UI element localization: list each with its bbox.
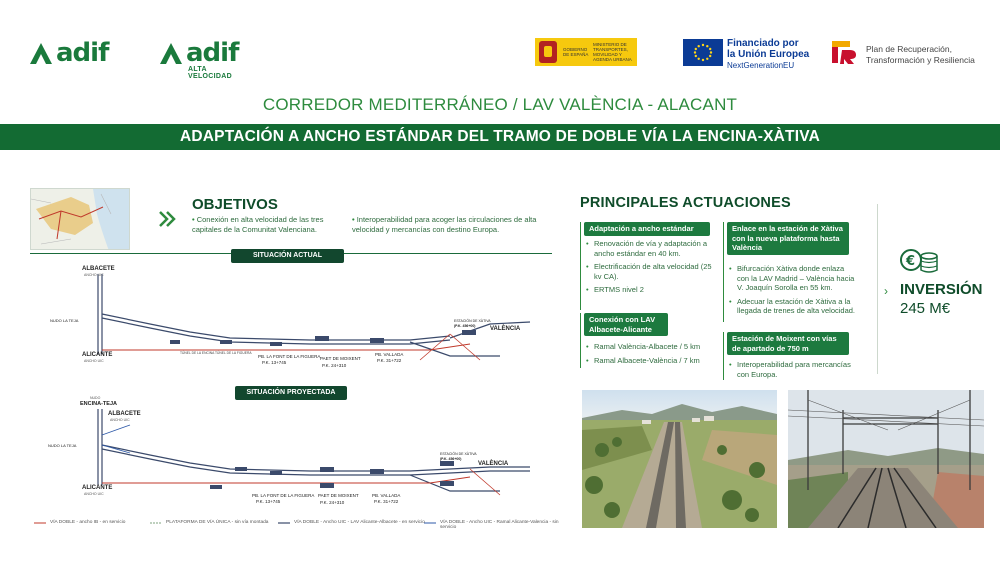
gobierno-label: GOBIERNO DE ESPAÑA [563,47,589,57]
estacion-pk-label: (P.K. 456+00) [454,324,476,328]
estacion-pk-label: (P.K. 456+00) [440,457,462,461]
situacion-actual-label: SITUACIÓN ACTUAL [231,249,344,263]
actuacion-item: • Interoperabilidad para mercancías con Europa. [729,360,857,379]
corridor-title: CORREDOR MEDITERRÁNEO / LAV VALÈNCIA - ALACANT [262,95,738,114]
actuacion-list [729,360,857,383]
actuacion-list [729,264,857,320]
ministerio-label: MINISTERIO DE TRANSPORTES, MOVILIDAD Y AGENDA URBANA [593,42,632,62]
legend-item: PLATAFORMA DE VÍA ÚNICA - sin vía montada [166,520,269,525]
actuacion-head: Enlace en la estación de Xàtiva con la nueva plataforma hasta València [727,222,849,255]
estacion-xativa-label: ESTACIÓN DE XÀTIVA [440,452,477,456]
adif-wordmark: adif [186,38,239,68]
adif-alta-velocidad-logo [158,38,239,80]
spain-crest-icon [539,41,557,63]
bullet-icon: • [192,215,197,224]
schematic-actual [30,264,552,378]
legend-item: VÍA DOBLE - Ancho UIC - Ramal Alicante-Valencia - sin servicio [440,520,559,530]
valencia-label: VALÈNCIA [478,461,509,467]
inversion-divider [877,204,878,374]
alta-velocidad-label: ALTA VELOCIDAD [188,66,232,80]
block-rule [723,332,724,380]
actuacion-head: Adaptación a ancho estándar [584,222,710,236]
alicante-label: ALICANTE [82,485,113,491]
actuacion-item: • Bifurcación Xàtiva donde enlaza con la LAV Madrid – València hacia V. Joaquín Sorolla en 55 km. [729,264,857,293]
prtr-line-2: Transformación y Resiliencia [866,55,975,65]
actuacion-item: • Renovación de vía y adaptación a ancho estándar en 40 km. [586,239,712,258]
svg-text:€: € [906,254,916,269]
adif-logo [28,40,108,66]
double-chevron-icon [158,209,178,229]
actuacion-item: • Electrificación de alta velocidad (25 kv CA). [586,262,712,281]
valencia-label: VALÈNCIA [490,326,521,332]
pb-font-figuera-label: PB. LA FONT DE LA FIGUERA [252,493,315,498]
block-rule [580,313,581,368]
paet-moixent-pk: P.K. 24+310 [322,363,347,368]
actuacion-list [586,239,712,299]
pb-vallada-pk: P.K. 31+722 [374,499,399,504]
albacete-label: ALBACETE [108,411,141,417]
pb-vallada-pk: P.K. 31+722 [377,358,402,363]
nudo-top-label: NUDO [90,396,101,400]
actuacion-head: Conexión con LAV Albacete-Alicante [584,313,668,336]
eu-funding-text [727,38,809,71]
actuaciones-title: PRINCIPALES ACTUACIONES [580,195,791,211]
schematic-legend [30,519,560,529]
actuacion-item: • Adecuar la estación de Xàtiva a la llegada de trenes de alta velocidad. [729,297,857,316]
inversion-value: 245 M€ [900,300,951,317]
objetivo-text: Conexión en alta velocidad de las tres capitales de la Comunitat Valenciana. [192,215,324,234]
actuacion-item: • Ramal València-Albacete / 5 km [586,342,716,352]
pb-vallada-label: PB. VALLADA [375,352,404,357]
objetivos-title: OBJETIVOS [192,196,278,213]
albacete-sub-label: ANCHO UIC [84,273,104,277]
chevron-right-icon: › [884,284,888,298]
pb-vallada-label: PB. VALLADA [372,493,401,498]
pb-font-figuera-label: PB. LA FONT DE LA FIGUERA [258,354,321,359]
nudo-label: NUDO LA TEJA [48,443,77,448]
adif-arrow-icon [28,40,54,66]
tunnel-label: TÚNEL DE LA FIGUERA [215,351,252,355]
objetivo-item [352,215,548,235]
project-banner: ADAPTACIÓN A ANCHO ESTÁNDAR DEL TRAMO DE DOBLE VÍA LA ENCINA-XÀTIVA [0,124,1000,150]
location-map [30,188,130,250]
bullet-icon: • [352,215,357,224]
nudo-label: NUDO LA TEJA [50,318,79,323]
pb-font-figuera-pk: P.K. 13+745 [256,499,281,504]
eu-line-2: la Unión Europea [727,49,810,60]
block-rule [723,222,724,322]
pb-font-figuera-pk: P.K. 13+745 [262,360,287,365]
actuacion-item: • ERTMS nivel 2 [586,285,712,295]
track-photo-catenary [788,390,984,528]
estacion-xativa-label: ESTACIÓN DE XÀTIVA [454,319,491,323]
track-photo-aerial [582,390,777,528]
actuacion-head: Estación de Moixent con vías de apartado de 750 m [727,332,849,355]
situacion-proyectada-label: SITUACIÓN PROYECTADA [235,386,347,400]
adif-wordmark: adif [56,38,109,68]
eu-flag-icon [683,39,723,66]
alicante-sub-label: ANCHO UIC [84,359,104,363]
actuacion-item: • Ramal Albacete-València / 7 km [586,356,716,366]
adif-arrow-icon [158,40,184,66]
objetivo-item [192,215,342,235]
legend-item: VÍA DOBLE - Ancho UIC - LAV Alicante-Albacete - en servicio [294,520,425,525]
prtr-line-1: Plan de Recuperación, [866,44,953,54]
legend-item: VÍA DOBLE - ancho IB - en servicio [50,520,126,525]
encina-teja-label: ENCINA-TEJA [80,401,117,407]
eu-line-3: NextGenerationEU [727,61,795,70]
inversion-label: INVERSIÓN [900,281,983,298]
albacete-sub-label: ANCHO UIC [110,418,130,422]
schematic-proyectada [30,395,552,515]
albacete-label: ALBACETE [82,266,115,272]
alicante-sub-label: ANCHO UIC [84,492,104,496]
gobierno-logo [535,38,637,66]
actuacion-list [586,342,716,369]
objetivo-text: Interoperabilidad para acoger las circulaciones de alta velocidad y mercancías con destino Europa. [352,215,537,234]
eu-line-1: Financiado por [727,38,799,49]
block-rule [580,222,581,310]
tunnel-label: TÚNEL DE LA ENCINA [180,351,215,355]
paet-moixent-pk: P.K. 24+310 [320,500,345,505]
prtr-logo-icon [830,38,858,66]
coins-euro-icon [899,248,939,276]
prtr-text [866,44,975,66]
paet-moixent-label: PAET DE MOIXENT [318,493,359,498]
alicante-label: ALICANTE [82,352,113,358]
paet-moixent-label: PAET DE MOIXENT [320,356,361,361]
